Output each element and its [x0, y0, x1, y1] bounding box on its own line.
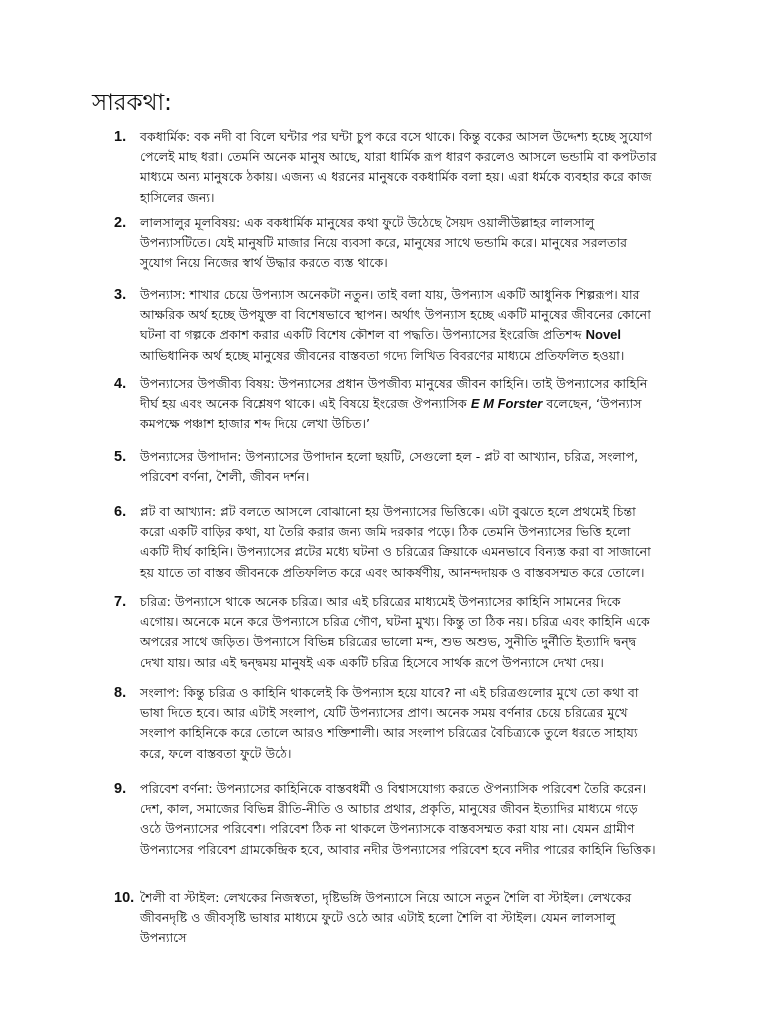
item-body-part2: আভিধানিক অর্থ হচ্ছে মানুষের জীবনের বাস্তবতা গদ্যে লিখিত বিবরণের মাধ্যমে প্রতিফলিত হওয়া।	[140, 347, 625, 363]
item-heading: লালসালুর মূলবিষয়:	[140, 215, 241, 230]
item-body: উপন্যাসের কাহিনিকে বাস্তবধর্মী ও বিশ্বাসযোগ্য করতে ঔপন্যাসিক পরিবেশ তৈরি করেন। দেশ, কাল, সমাজের বিভিন্ন রীতি-নীতি ও আচার প্রথার, প্রকৃতি, মানুষের জীবন ইত্যাদির মাধ্যমে গড়ে ওঠে উপন্যাসের পরিবেশ। পরিবেশ ঠিক না থাকলে উপন্যাসকে বাস্তবসম্মত করা যায় না। যেমন গ্রামীণ উপন্যাসের পরিবেশ গ্রামকেন্দ্রিক হবে, আবার নদীর উপন্যাসের পরিবেশ হবে নদীর পারের কাহিনি ভিত্তিক।	[140, 781, 656, 857]
list-item	[114, 447, 662, 487]
item-author-name: E M Forster	[470, 396, 543, 412]
item-number: 3.	[114, 287, 127, 303]
item-number: 6.	[114, 504, 127, 520]
list-item	[114, 779, 662, 860]
item-heading: উপন্যাসের উপাদান:	[140, 449, 242, 464]
item-number: 9.	[114, 781, 127, 797]
item-body: উপন্যাসের উপাদান হলো ছয়টি, সেগুলো হল - প্লট বা আখ্যান, চরিত্র, সংলাপ, পরিবেশ বর্ণনা, শৈলী, জীবন দর্শন।	[140, 449, 639, 485]
item-number: 5.	[114, 449, 127, 465]
item-text	[140, 592, 662, 673]
item-heading: উপন্যাসের উপজীব্য বিষয়:	[140, 376, 275, 391]
item-latin-term: Novel	[585, 327, 622, 343]
item-number: 7.	[114, 594, 127, 610]
item-text	[140, 285, 662, 366]
item-number: 4.	[114, 376, 127, 392]
item-body-part1: উপন্যাসের প্রধান উপজীব্য মানুষের জীবন কাহিনি। তাই উপন্যাসের কাহিনি দীর্ঘ হয় এবং অনেক বিশ্লেষণ থাকে। এই বিষয়ে ইংরেজ ঔপন্যাসিক	[140, 376, 648, 412]
item-heading: চরিত্র:	[140, 594, 171, 609]
list-item	[114, 285, 662, 366]
page-title: সারকথা:	[92, 90, 172, 116]
list-item	[114, 127, 662, 208]
list-item	[114, 502, 662, 583]
item-number: 10.	[114, 890, 135, 906]
item-body: উপন্যাসে থাকে অনেক চরিত্র। আর এই চরিত্রের মাধ্যমেই উপন্যাসের কাহিনি সামনের দিকে এগোয়। অনেকে মনে করে উপন্যাসে চরিত্র গৌণ, ঘটনা মুখ্য। কিন্তু তা ঠিক নয়। চরিত্র এবং কাহিনি একে অপরের সাথে জড়িত। উপন্যাসে বিভিন্ন চরিত্রের ভালো মন্দ, শুভ অশুভ, সুনীতি দুর্নীতি ইত্যাদি দ্বন্দ্ব দেখা যায়। আর এই দ্বন্দ্বময় মানুষই এক একটি চরিত্র হিসেবে সার্থক রূপে উপন্যাসে দেখা দেয়।	[140, 594, 650, 670]
item-text	[140, 502, 662, 583]
item-body-part1: শাখার চেয়ে উপন্যাস অনেকটা নতুন। তাই বলা যায়, উপন্যাস একটি আধুনিক শিল্পরূপ। যার আক্ষরিক অর্থ হচ্ছে উপযুক্ত বা বিশেষভাবে স্থাপন। অর্থাৎ উপন্যাস হচ্ছে একটি মানুষের জীবনের কোনো ঘটনা বা গল্পকে প্রকাশ করার একটি বিশেষ কৌশল বা পদ্ধতি। উপন্যাসের ইংরেজি প্রতিশব্দ	[140, 287, 651, 343]
item-heading: সংলাপ:	[140, 685, 180, 700]
item-text	[140, 127, 662, 208]
item-text	[140, 374, 662, 435]
item-text	[140, 888, 662, 949]
item-number: 2.	[114, 215, 127, 231]
item-body: কিন্তু চরিত্র ও কাহিনি থাকলেই কি উপন্যাস হয়ে যাবে? না এই চরিত্রগুলোর মুখে তো কথা বা ভাষা দিতে হবে। আর এটাই সংলাপ, যেটি উপন্যাসের প্রাণ। অনেক সময় বর্ণনার চেয়ে চরিত্রের মুখে সংলাপ কাহিনিকে করে তোলে আরও শক্তিশালী। আর সংলাপ চরিত্রের বৈচিত্র্যকে তুলে ধরতে সাহায্য করে, ফলে বাস্তবতা ফুটে উঠে।	[140, 685, 639, 761]
item-text	[140, 447, 662, 487]
list-item	[114, 683, 662, 764]
item-body: প্লট বলতে আসলে বোঝানো হয় উপন্যাসের ভিত্তিকে। এটা বুঝতে হলে প্রথমেই চিন্তা করো একটি বাড়ির কথা, যা তৈরি করার জন্য জমি দরকার পড়ে। ঠিক তেমনি উপন্যাসের ভিত্তি হলো একটি দীর্ঘ কাহিনি। উপন্যাসের প্লটের মধ্যে ঘটনা ও চরিত্রের ক্রিয়াকে এমনভাবে বিন্যস্ত করা বা সাজানো হয় যাতে তা বাস্তব জীবনকে প্রতিফলিত করে এবং আকর্ষণীয়, আনন্দদায়ক ও বাস্তবসম্মত করে তোলে।	[140, 504, 651, 580]
item-heading: শৈলী বা স্টাইল:	[140, 890, 220, 905]
item-number: 8.	[114, 685, 127, 701]
item-text	[140, 213, 662, 274]
item-body-part2: বলেছেন, ‘উপন্যাস কমপক্ষে পঞ্চাশ হাজার শব্দ দিয়ে লেখা উচিত।’	[140, 396, 642, 432]
list-item	[114, 888, 662, 949]
list-item	[114, 213, 662, 274]
item-heading: পরিবেশ বর্ণনা:	[140, 781, 213, 796]
item-body: লেখকের নিজস্বতা, দৃষ্টিভঙ্গি উপন্যাসে নিয়ে আসে নতুন শৈলি বা স্টাইল। লেখকের জীবনদৃষ্টি ও জীবসৃষ্টি ভাষার মাধ্যমে ফুটে ওঠে আর এটাই হলো শৈলি বা স্টাইল। যেমন লালসালু উপন্যাসে	[140, 890, 632, 946]
item-number: 1.	[114, 129, 127, 145]
item-text	[140, 683, 662, 764]
item-heading: বকধার্মিক:	[140, 129, 191, 144]
item-heading: উপন্যাস:	[140, 287, 186, 302]
list-item	[114, 592, 662, 673]
item-body: এক বকধার্মিক মানুষের কথা ফুটে উঠেছে সৈয়দ ওয়ালীউল্লাহর লালসালু উপন্যাসটিতে। যেই মানুষটি মাজার নিয়ে ব্যবসা করে, মানুষের সাথে ভন্ডামি করে। মানুষের সরলতার সুযোগ নিয়ে নিজের স্বার্থ উদ্ধার করতে ব্যস্ত থাকে।	[140, 215, 628, 271]
list-item	[114, 374, 662, 435]
item-heading: প্লট বা আখ্যান:	[140, 504, 217, 519]
item-body: বক নদী বা বিলে ঘন্টার পর ঘন্টা চুপ করে বসে থাকে। কিন্তু বকের আসল উদ্দেশ্য হচ্ছে সুযোগ পেলেই মাছ ধরা। তেমনি অনেক মানুষ আছে, যারা ধার্মিক রূপ ধারণ করলেও আসলে ভন্ডামি বা কপটতার মাধ্যমে অন্য মানুষকে ঠকায়। এজন্য এ ধরনের মানুষকে বকধার্মিক বলা হয়। এরা ধর্মকে ব্যবহার করে কাজ হাসিলের জন্য।	[140, 129, 657, 205]
item-text	[140, 779, 662, 860]
